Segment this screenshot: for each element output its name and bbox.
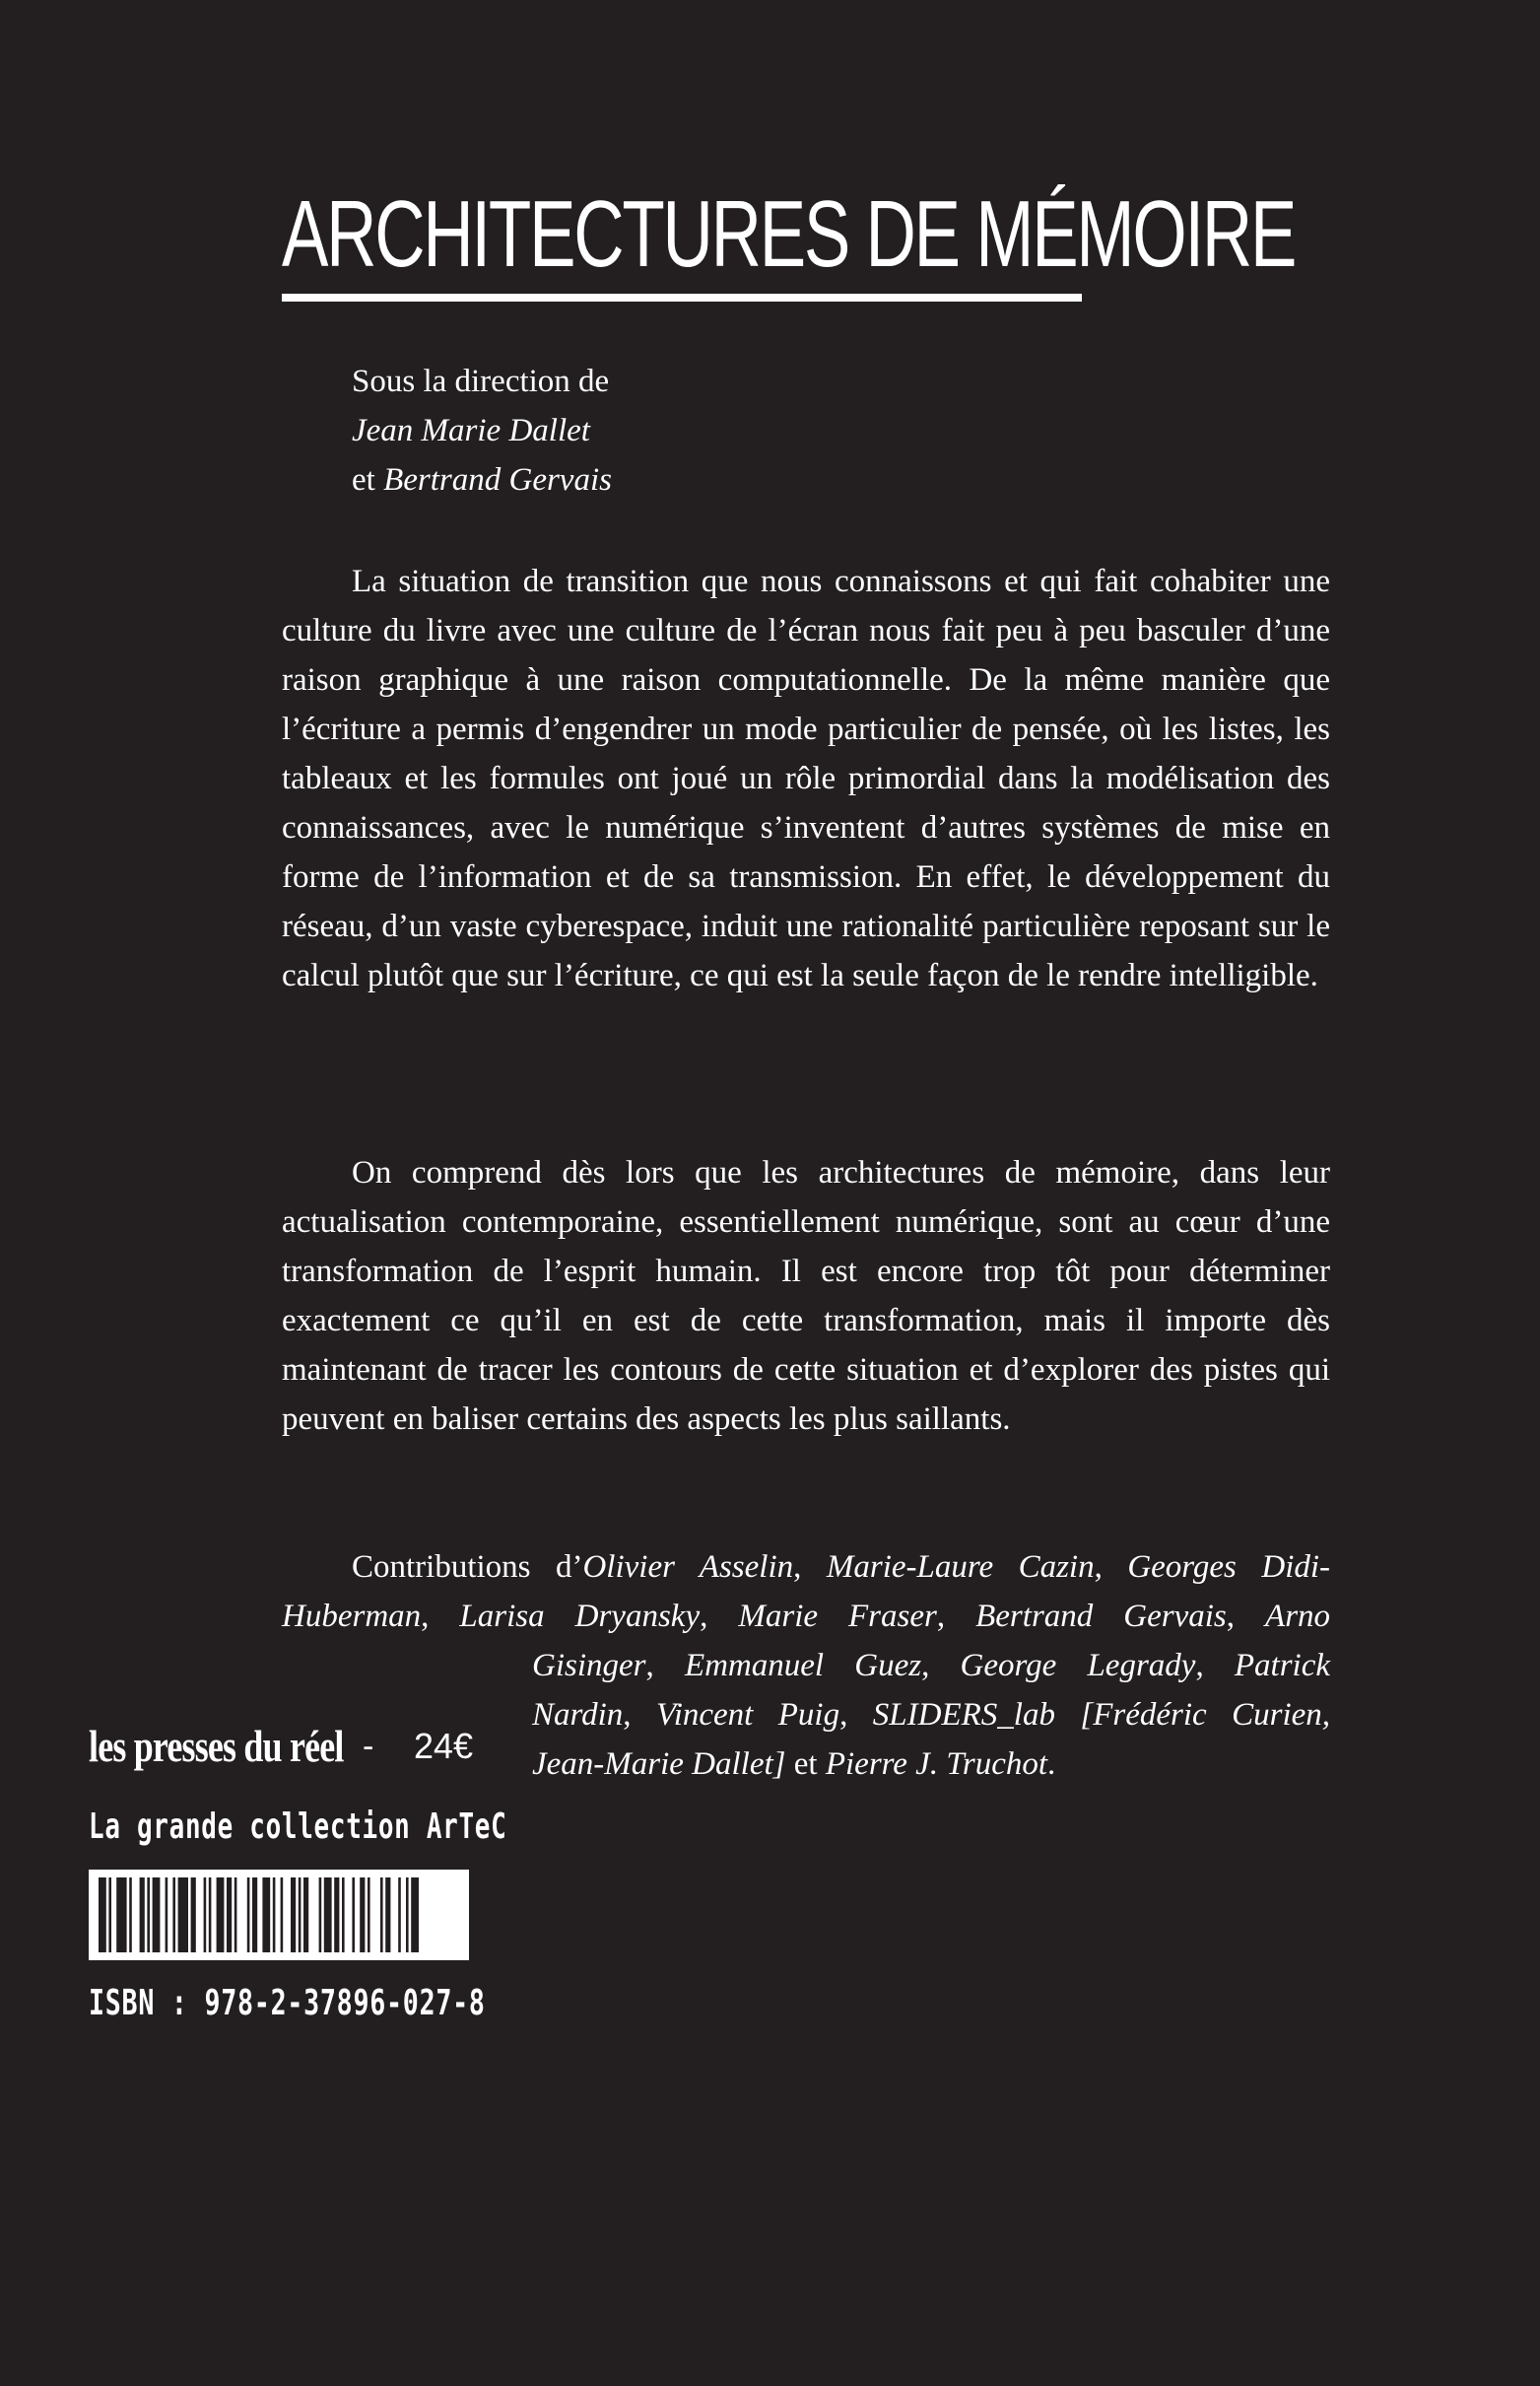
editor-name-1: Jean Marie Dallet bbox=[352, 413, 590, 448]
barcode-bar bbox=[227, 1877, 232, 1952]
direction-intro: Sous la direction de bbox=[352, 364, 610, 399]
isbn: ISBN : 978-2-37896-027-8 bbox=[89, 1983, 486, 2023]
barcode-bar bbox=[147, 1877, 150, 1952]
barcode-bar bbox=[273, 1877, 276, 1952]
barcode-bar bbox=[129, 1877, 132, 1952]
barcode-bar bbox=[380, 1877, 383, 1952]
barcode-bar bbox=[324, 1877, 332, 1952]
barcode-bar bbox=[153, 1877, 161, 1952]
barcode-bar bbox=[204, 1877, 207, 1952]
barcode-bar bbox=[262, 1877, 270, 1952]
blurb-paragraph-2 bbox=[282, 1148, 1330, 1444]
barcode-bar bbox=[252, 1877, 257, 1952]
contributor-name: SLIDERS_lab [Frédéric Curien, bbox=[872, 1697, 1331, 1733]
barcode-bar bbox=[406, 1877, 409, 1952]
barcode-bar bbox=[385, 1877, 390, 1952]
barcode-bar bbox=[234, 1877, 237, 1952]
barcode-bar bbox=[209, 1877, 212, 1952]
barcode-bar bbox=[334, 1877, 339, 1952]
price: 24€ bbox=[414, 1726, 474, 1766]
barcode-bar bbox=[411, 1877, 419, 1952]
contributor-name: Patrick bbox=[1234, 1648, 1331, 1683]
price-separator: - bbox=[363, 1728, 374, 1765]
collection-name: La grande collection ArTeC bbox=[89, 1807, 507, 1847]
barcode-bar bbox=[191, 1877, 196, 1952]
contributor-name: George Legrady bbox=[960, 1648, 1196, 1683]
barcode-bar bbox=[108, 1877, 111, 1952]
paragraph-text: On comprend dès lors que les architectures de mémoire, dans leur actualisation contemporaine, essentiellement numérique, sont au cœur d’une transformation de l’esprit humain. Il est encore trop tôt pour déterminer exactement ce qu’il en est de cette transformation, mais il importe dès maintenant de tracer les contours de cette situation et d’explorer des pistes qui peuvent en baliser certains des aspects les plus saillants. bbox=[282, 1155, 1330, 1437]
editorial-direction bbox=[352, 357, 1041, 505]
title-underline bbox=[282, 294, 1082, 302]
barcode-bar bbox=[299, 1877, 301, 1952]
barcode-bar bbox=[99, 1877, 106, 1952]
contributor-name: Nardin bbox=[532, 1697, 624, 1733]
contributions-continued: Gisinger, Emmanuel Guez, George Legrady, Patrick Nardin, Vincent Puig, SLIDERS_lab [Frédéric Curien, Jean-Marie Dallet] et Pierre J. Truchot. bbox=[532, 1648, 1331, 1782]
publisher-name: les presses du réel bbox=[89, 1721, 344, 1771]
book-title: ARCHITECTURES DE MÉMOIRE bbox=[282, 181, 1296, 287]
contributor-name: Larisa Dryansky bbox=[459, 1599, 701, 1634]
barcode-bar bbox=[140, 1877, 145, 1952]
publisher-block bbox=[89, 1720, 474, 1772]
paragraph-text: La situation de transition que nous connaissons et qui fait cohabiter une culture du livre avec une culture de l’écran nous fait peu à peu basculer d’une raison graphique à une raison computationnelle. De la même manière que l’écriture a permis d’engendrer un mode particulier de pensée, où les listes, les tableaux et les formules ont joué un rôle primordial dans la modélisation des connaissances, avec le numérique s’inventent d’autres systèmes de mise en forme de l’information et de sa transmission. En effet, le développement du réseau, d’un vaste cyberespace, induit une rationalité particulière reposant sur le calcul plutôt que sur l’écriture, ce qui est la seule façon de le rendre intelligible. bbox=[282, 564, 1330, 993]
barcode-bar bbox=[217, 1877, 225, 1952]
contributor-name: Olivier Asselin bbox=[582, 1549, 794, 1585]
barcode-bar bbox=[360, 1877, 365, 1952]
contributor-name: Huberman bbox=[282, 1599, 422, 1634]
barcode-bar bbox=[291, 1877, 296, 1952]
blurb-paragraph-1 bbox=[282, 557, 1330, 1000]
barcode-bars bbox=[89, 1870, 469, 1960]
contributor-name: Pierre J. Truchot bbox=[825, 1746, 1048, 1782]
barcode-bar bbox=[166, 1877, 168, 1952]
barcode-bar bbox=[303, 1877, 308, 1952]
contributor-name: Vincent Puig bbox=[655, 1697, 840, 1733]
barcode-bar bbox=[116, 1877, 126, 1952]
contributor-name: Jean-Marie Dallet] bbox=[532, 1746, 786, 1782]
barcode-bar bbox=[398, 1877, 401, 1952]
barcode-bar bbox=[178, 1877, 188, 1952]
contributor-name: Bertrand Gervais bbox=[975, 1599, 1227, 1634]
barcode bbox=[89, 1870, 469, 1960]
barcode-bar bbox=[281, 1877, 284, 1952]
barcode-bar bbox=[172, 1877, 175, 1952]
editor-name-2: Bertrand Gervais bbox=[383, 462, 612, 498]
contributor-name: Georges Didi- bbox=[1127, 1549, 1331, 1585]
contributor-name: Gisinger bbox=[532, 1648, 646, 1683]
barcode-bar bbox=[247, 1877, 250, 1952]
contributor-name: Arno bbox=[1265, 1599, 1331, 1634]
barcode-bar bbox=[342, 1877, 345, 1952]
barcode-bar bbox=[319, 1877, 322, 1952]
contributor-name: Emmanuel Guez bbox=[684, 1648, 922, 1683]
contributions-line: Huberman, Larisa Dryansky, Marie Fraser, Bertrand Gervais, Arno bbox=[282, 1599, 1331, 1634]
contributions-line: Contributions d’Olivier Asselin, Marie-Laure Cazin, Georges Didi- bbox=[352, 1549, 1331, 1585]
direction-conjunction: et bbox=[352, 462, 375, 498]
contributor-name: Marie-Laure Cazin bbox=[826, 1549, 1095, 1585]
barcode-bar bbox=[368, 1877, 370, 1952]
barcode-bar bbox=[352, 1877, 355, 1952]
contributor-name: Marie Fraser bbox=[738, 1599, 937, 1634]
